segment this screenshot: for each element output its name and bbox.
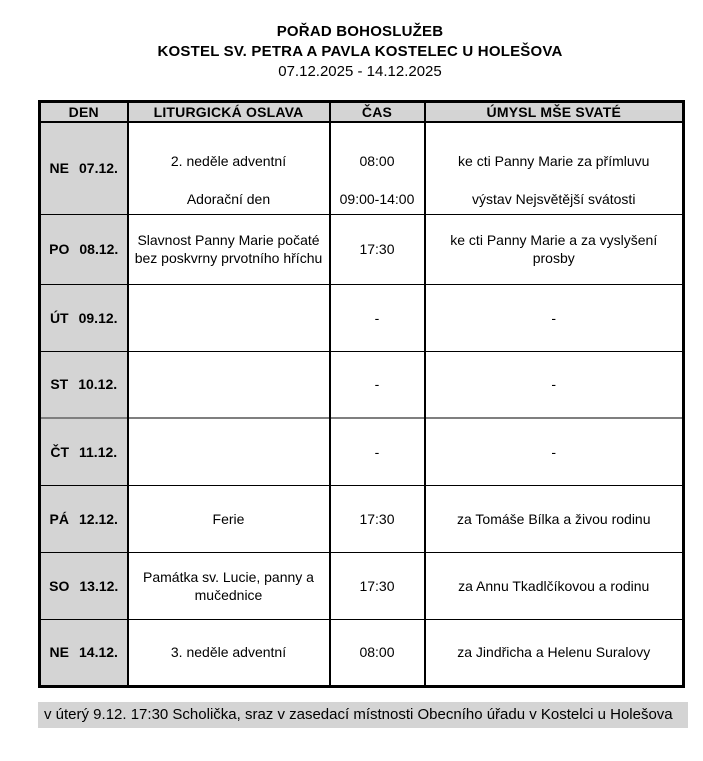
intention-cell-text: za Tomáše Bílka a živou rodinu (456, 510, 651, 527)
schedule-table-header (40, 102, 684, 123)
day-abbreviation: PO (49, 241, 70, 257)
time-cell-text: - (374, 443, 380, 460)
liturgical-celebration-cell-text: Adorační den (186, 190, 271, 207)
day-cell (40, 485, 128, 552)
day-date: 13.12. (79, 577, 119, 594)
day-abbreviation: ČT (50, 443, 69, 460)
table-row (40, 418, 684, 485)
time-cell-text: 08:00 (359, 644, 395, 660)
schedule-table-body (40, 122, 684, 686)
time-cell (330, 122, 425, 214)
day-cell (40, 122, 128, 214)
time-cell (330, 284, 425, 351)
day-cell (40, 619, 128, 686)
liturgical-celebration-cell (128, 351, 330, 418)
intention-cell-text: - (551, 309, 557, 326)
time-cell (330, 485, 425, 552)
time-cell (330, 552, 425, 619)
table-row (40, 552, 684, 619)
liturgical-celebration-cell (128, 122, 330, 214)
title-block (38, 22, 682, 82)
time-cell (330, 418, 425, 485)
liturgical-celebration-cell-text: Ferie (212, 510, 245, 527)
intention-cell (425, 418, 684, 485)
day-abbreviation: PÁ (49, 510, 69, 527)
day-date: 07.12. (79, 160, 118, 177)
day-cell (40, 418, 128, 485)
liturgical-celebration-cell-text: Slavnost Panny Marie počaté bez poskvrny prvotního hříchu (134, 232, 323, 266)
day-abbreviation: NE (49, 160, 69, 177)
liturgical-celebration-cell-text: 3. neděle adventní (170, 644, 287, 660)
intention-cell-text: ke cti Panny Marie za přímluvu (458, 152, 650, 169)
liturgical-celebration-cell-text: 2. neděle adventní (170, 152, 287, 169)
table-row (40, 214, 684, 284)
time-cell (330, 351, 425, 418)
intention-cell-text: za Annu Tkadlčíkovou a rodinu (458, 577, 650, 594)
intention-cell (425, 284, 684, 351)
liturgical-celebration-cell (128, 418, 330, 485)
day-date: 09.12. (78, 309, 118, 326)
table-row (40, 619, 684, 686)
intention-cell-text: za Jindřicha a Helenu Suralovy (457, 644, 651, 660)
column-header-umysl: ÚMYSL MŠE SVATÉ (425, 102, 684, 123)
day-abbreviation: ÚT (49, 309, 69, 326)
intention-cell (425, 214, 684, 284)
page-subtitle: KOSTEL SV. PETRA A PAVLA KOSTELEC U HOLEŠOVA (157, 43, 563, 60)
page-title: POŘAD BOHOSLUŽEB (276, 23, 444, 40)
liturgical-celebration-cell (128, 552, 330, 619)
header-row (40, 102, 684, 123)
day-cell (40, 284, 128, 351)
day-abbreviation: NE (49, 644, 69, 660)
day-date: 14.12. (79, 644, 118, 660)
column-header-liturgicka-oslava: LITURGICKÁ OSLAVA (128, 102, 330, 123)
intention-cell (425, 552, 684, 619)
liturgical-celebration-cell (128, 619, 330, 686)
table-row (40, 485, 684, 552)
column-header-cas: ČAS (330, 102, 425, 123)
schedule-table (38, 100, 685, 688)
time-cell (330, 619, 425, 686)
intention-cell (425, 122, 684, 214)
liturgical-celebration-cell-text: Památka sv. Lucie, panny a mučednice (143, 568, 314, 603)
date-range: 07.12.2025 - 14.12.2025 (278, 63, 442, 80)
intention-cell-text: výstav Nejsvětější svátosti (472, 190, 636, 207)
time-cell-text: 17:30 (359, 241, 395, 257)
intention-cell (425, 485, 684, 552)
time-cell-text: - (374, 376, 380, 393)
intention-cell (425, 351, 684, 418)
time-cell-text: 17:30 (359, 510, 395, 527)
liturgical-celebration-cell (128, 485, 330, 552)
time-cell-text: - (374, 309, 380, 326)
intention-cell-text: - (551, 443, 557, 460)
liturgical-celebration-cell (128, 284, 330, 351)
time-cell-text: 09:00-14:00 (339, 190, 415, 207)
intention-cell-text: - (551, 376, 557, 393)
day-cell (40, 552, 128, 619)
column-header-den: DEN (40, 102, 128, 123)
table-row (40, 122, 684, 214)
day-date: 08.12. (79, 241, 119, 257)
time-cell (330, 214, 425, 284)
day-cell (40, 351, 128, 418)
day-date: 10.12. (78, 376, 118, 393)
day-abbreviation: ST (50, 376, 69, 393)
table-row (40, 351, 684, 418)
day-date: 11.12. (79, 443, 118, 460)
day-date: 12.12. (79, 510, 118, 527)
table-row (40, 284, 684, 351)
day-cell (40, 214, 128, 284)
footer-note: v úterý 9.12. 17:30 Scholička, sraz v zasedací místnosti Obecního úřadu v Kostelci u Holešova (38, 702, 688, 728)
liturgical-celebration-cell (128, 214, 330, 284)
intention-cell-text: ke cti Panny Marie a za vyslyšení prosby (450, 232, 658, 266)
day-abbreviation: SO (49, 577, 70, 594)
intention-cell (425, 619, 684, 686)
time-cell-text: 08:00 (359, 152, 395, 169)
time-cell-text: 17:30 (359, 577, 395, 594)
